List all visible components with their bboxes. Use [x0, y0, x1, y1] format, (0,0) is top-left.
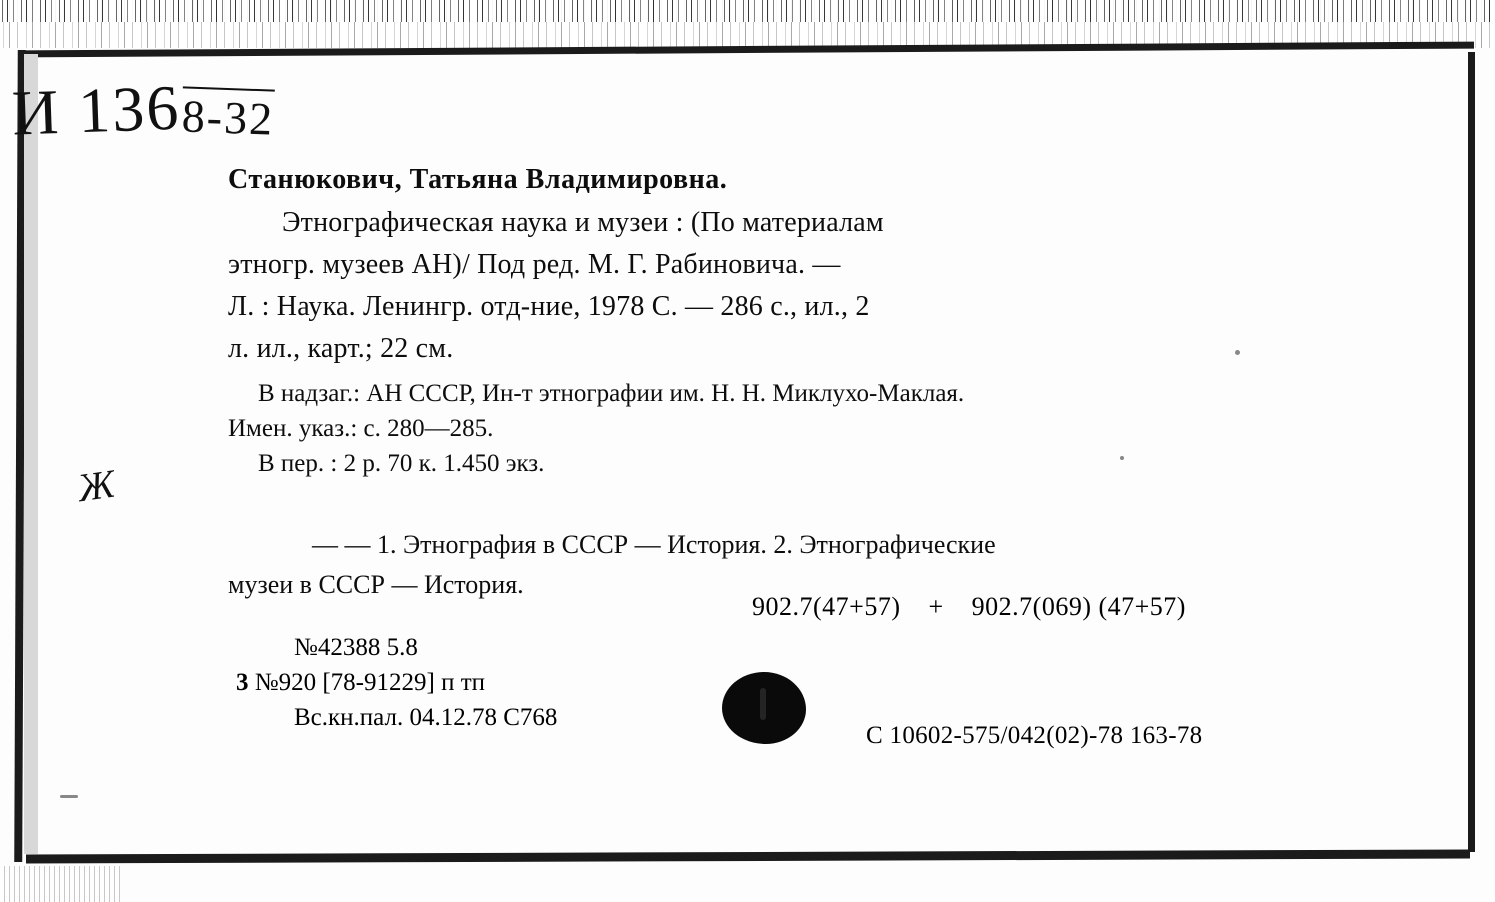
footer-line-1: №42388 5.8 [294, 634, 418, 661]
handwritten-initials: Ж [75, 460, 118, 511]
subject-line-1: — — 1. Этнография в СССР — История. 2. Этнографические [312, 530, 996, 559]
udc-right: 902.7(069) (47+57) [971, 592, 1186, 621]
card-left-shadow [24, 54, 38, 854]
footer-line-3: Вс.кн.пал. 04.12.78 С768 [294, 704, 558, 731]
subject-line-2: музеи в СССР — История. [228, 570, 524, 599]
udc-left: 902.7(47+57) [752, 592, 901, 621]
ink-blot-stamp [722, 672, 806, 744]
udc-classification [752, 592, 1186, 622]
printing-data [236, 630, 557, 735]
title-line-4: л. ил., карт.; 22 см. [228, 333, 454, 364]
title-line-3: Л. : Наука. Ленингр. отд-ние, 1978 С. — 286 с., ил., 2 [228, 291, 870, 322]
handwritten-shelfmark [11, 67, 276, 150]
author-line: Станюкович, Татьяна Владимировна. [228, 164, 728, 195]
shelfmark-text: И 136 [10, 71, 182, 149]
scan-speck [1120, 456, 1124, 460]
footer-line-2-text: №920 [78-91229] п тп [254, 669, 486, 696]
title-line-1: Этнографическая наука и музеи : (По материалам [282, 207, 884, 238]
footer-line-2-prefix: 3 [236, 669, 249, 696]
scan-corner-artifact [0, 866, 120, 902]
card-body [228, 160, 1428, 605]
footer-line-2 [236, 665, 557, 700]
shelfmark-fraction: 8-32 [181, 86, 275, 145]
note-line-3: В пер. : 2 р. 70 к. 1.450 экз. [258, 450, 545, 477]
scan-streaks-dark [0, 0, 1495, 22]
note-line-2: Имен. указ.: с. 280—285. [228, 415, 494, 442]
notes-block [228, 376, 1428, 481]
scan-speck [1235, 350, 1240, 355]
udc-operator: + [928, 592, 944, 621]
card-border-right [1468, 52, 1475, 852]
title-line-2: этногр. музеев АН)/ Под ред. М. Г. Рабиновича. — [228, 249, 841, 280]
scan-speck [60, 795, 78, 798]
imprint-code-line: С 10602-575/042(02)-78 163-78 [866, 722, 1203, 749]
note-line-1: В надзаг.: АН СССР, Ин-т этнографии им. Н. Н. Миклухо-Маклая. [258, 380, 965, 407]
title-statement [228, 202, 1428, 370]
